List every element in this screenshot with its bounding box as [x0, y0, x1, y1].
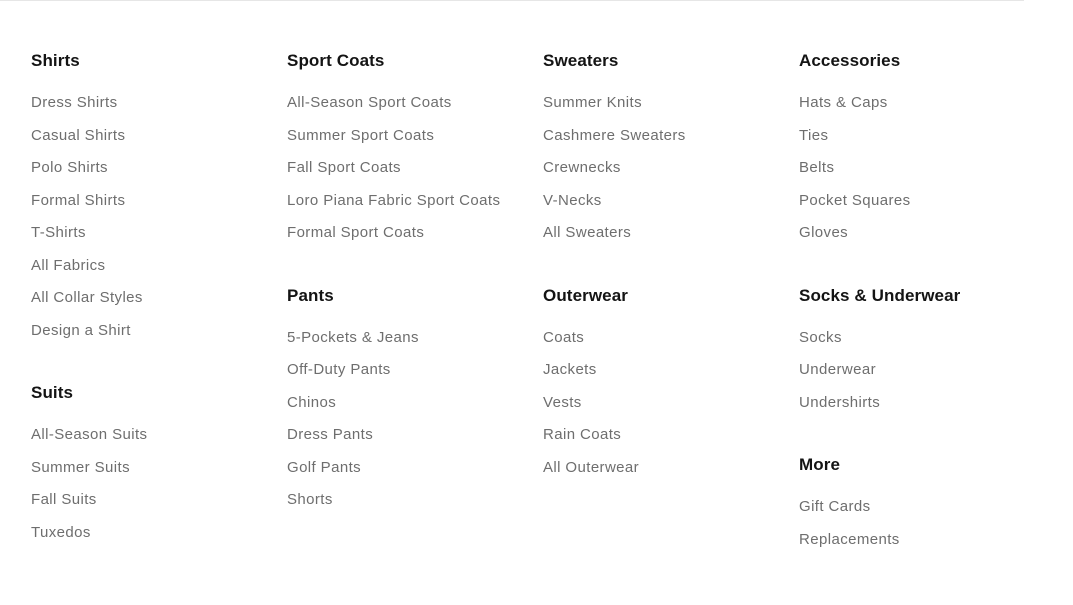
menu-link-tuxedos[interactable]: Tuxedos [31, 523, 91, 541]
category-mega-menu [31, 49, 1055, 590]
menu-link-summer-suits[interactable]: Summer Suits [31, 458, 130, 476]
menu-link-vests[interactable]: Vests [543, 393, 582, 411]
menu-link-replacements[interactable]: Replacements [799, 530, 900, 548]
menu-section-outerwear [543, 284, 799, 489]
menu-link-ties[interactable]: Ties [799, 126, 829, 144]
list-item [799, 391, 1055, 424]
menu-link-formal-sport-coats[interactable]: Formal Sport Coats [287, 224, 425, 241]
list-item [543, 326, 799, 359]
list-item [799, 495, 1055, 528]
menu-link-design-a-shirt[interactable]: Design a Shirt [31, 321, 131, 339]
list-item [287, 456, 543, 489]
list-item [287, 189, 543, 222]
menu-link-v-necks[interactable]: V-Necks [543, 191, 602, 209]
link-list [543, 326, 799, 489]
menu-link-cashmere-sweaters[interactable]: Cashmere Sweaters [543, 126, 686, 144]
menu-link-golf-pants[interactable]: Golf Pants [287, 458, 362, 476]
list-item [31, 423, 287, 456]
link-list [31, 91, 287, 351]
menu-section-suits [31, 381, 287, 553]
list-item [287, 91, 543, 124]
menu-link-loro-piana-fabric-sport-coats[interactable]: Loro Piana Fabric Sport Coats [287, 191, 501, 209]
menu-section-shirts [31, 49, 287, 351]
list-item [287, 391, 543, 424]
list-item [799, 189, 1055, 222]
menu-link-pocket-squares[interactable]: Pocket Squares [799, 191, 911, 209]
list-item [543, 124, 799, 157]
menu-link-t-shirts[interactable]: T-Shirts [31, 224, 86, 241]
list-item [543, 156, 799, 189]
list-item [543, 456, 799, 489]
menu-column [31, 49, 287, 590]
section-heading-socks-and-underwear[interactable]: Socks & Underwear [799, 285, 961, 305]
list-item [799, 326, 1055, 359]
menu-link-casual-shirts[interactable]: Casual Shirts [31, 126, 126, 144]
link-list [31, 423, 287, 553]
menu-link-all-sweaters[interactable]: All Sweaters [543, 224, 632, 241]
menu-link-summer-sport-coats[interactable]: Summer Sport Coats [287, 126, 435, 144]
list-item [287, 326, 543, 359]
list-item [31, 319, 287, 352]
menu-link-fall-sport-coats[interactable]: Fall Sport Coats [287, 159, 401, 176]
menu-link-5-pockets-and-jeans[interactable]: 5-Pockets & Jeans [287, 328, 419, 346]
section-heading-outerwear[interactable]: Outerwear [543, 285, 628, 305]
list-item [31, 521, 287, 554]
menu-link-dress-pants[interactable]: Dress Pants [287, 426, 374, 443]
list-item [31, 488, 287, 521]
list-item [799, 124, 1055, 157]
list-item [287, 423, 543, 456]
menu-link-all-outerwear[interactable]: All Outerwear [543, 458, 640, 476]
menu-link-shorts[interactable]: Shorts [287, 491, 333, 508]
menu-link-fall-suits[interactable]: Fall Suits [31, 491, 97, 508]
menu-column [799, 49, 1055, 590]
menu-section-pants [287, 284, 543, 521]
menu-link-all-fabrics[interactable]: All Fabrics [31, 256, 106, 274]
menu-link-formal-shirts[interactable]: Formal Shirts [31, 191, 126, 209]
list-item [31, 91, 287, 124]
menu-link-all-season-sport-coats[interactable]: All-Season Sport Coats [287, 94, 452, 111]
list-item [799, 221, 1055, 254]
menu-link-polo-shirts[interactable]: Polo Shirts [31, 159, 108, 176]
top-divider [0, 0, 1024, 1]
section-heading-pants[interactable]: Pants [287, 285, 334, 305]
list-item [799, 91, 1055, 124]
list-item [31, 456, 287, 489]
section-heading-suits[interactable]: Suits [31, 383, 74, 402]
menu-section-sweaters [543, 49, 799, 254]
link-list [543, 91, 799, 254]
menu-link-crewnecks[interactable]: Crewnecks [543, 159, 621, 176]
menu-link-off-duty-pants[interactable]: Off-Duty Pants [287, 361, 391, 378]
menu-link-underwear[interactable]: Underwear [799, 361, 876, 378]
list-item [799, 528, 1055, 561]
menu-link-all-collar-styles[interactable]: All Collar Styles [31, 289, 143, 306]
menu-link-gloves[interactable]: Gloves [799, 224, 849, 241]
menu-link-undershirts[interactable]: Undershirts [799, 393, 881, 411]
menu-link-rain-coats[interactable]: Rain Coats [543, 426, 622, 443]
menu-link-hats-and-caps[interactable]: Hats & Caps [799, 94, 888, 111]
list-item [31, 189, 287, 222]
list-item [287, 358, 543, 391]
list-item [799, 358, 1055, 391]
menu-link-gift-cards[interactable]: Gift Cards [799, 498, 871, 515]
menu-link-all-season-suits[interactable]: All-Season Suits [31, 426, 148, 443]
list-item [31, 286, 287, 319]
menu-link-socks[interactable]: Socks [799, 328, 842, 346]
list-item [287, 124, 543, 157]
menu-section-sport-coats [287, 49, 543, 254]
menu-link-dress-shirts[interactable]: Dress Shirts [31, 94, 118, 111]
section-heading-sport-coats[interactable]: Sport Coats [287, 51, 385, 70]
menu-link-summer-knits[interactable]: Summer Knits [543, 94, 642, 111]
section-heading-more[interactable]: More [799, 455, 841, 474]
section-heading-sweaters[interactable]: Sweaters [543, 51, 619, 70]
menu-section-accessories [799, 49, 1055, 254]
section-heading-shirts[interactable]: Shirts [31, 51, 80, 70]
list-item [31, 254, 287, 287]
list-item [31, 124, 287, 157]
menu-column [287, 49, 543, 590]
list-item [31, 221, 287, 254]
list-item [543, 221, 799, 254]
menu-link-jackets[interactable]: Jackets [543, 361, 597, 378]
link-list [287, 91, 543, 254]
menu-section-more [799, 453, 1055, 560]
list-item [543, 423, 799, 456]
menu-section-socks-and-underwear [799, 284, 1055, 424]
link-list [799, 91, 1055, 254]
link-list [799, 326, 1055, 424]
list-item [543, 189, 799, 222]
list-item [31, 156, 287, 189]
list-item [287, 221, 543, 254]
list-item [543, 358, 799, 391]
list-item [543, 91, 799, 124]
menu-link-chinos[interactable]: Chinos [287, 393, 337, 411]
link-list [287, 326, 543, 521]
list-item [287, 488, 543, 521]
section-heading-accessories[interactable]: Accessories [799, 51, 901, 70]
menu-link-coats[interactable]: Coats [543, 328, 585, 346]
menu-column [543, 49, 799, 590]
menu-link-belts[interactable]: Belts [799, 159, 835, 176]
link-list [799, 495, 1055, 560]
list-item [799, 156, 1055, 189]
list-item [287, 156, 543, 189]
list-item [543, 391, 799, 424]
